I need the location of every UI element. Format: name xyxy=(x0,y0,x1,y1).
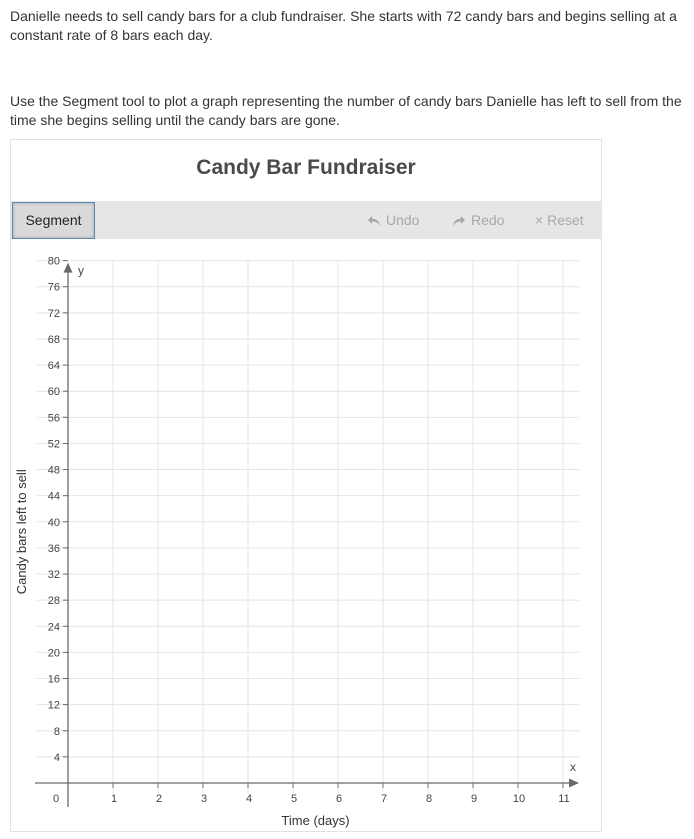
y-tick-label: 16 xyxy=(47,673,60,686)
x-axis-arrow xyxy=(569,779,579,788)
origin-label: 0 xyxy=(52,793,60,805)
y-tick-label: 44 xyxy=(47,490,60,503)
y-tick-label: 56 xyxy=(47,412,60,425)
x-tick-label: 10 xyxy=(512,793,526,805)
y-tick-label: 76 xyxy=(47,281,60,294)
x-tick-label: 7 xyxy=(380,793,388,805)
y-tick-label: 80 xyxy=(47,255,60,268)
reset-label: Reset xyxy=(547,212,584,228)
graph-widget xyxy=(10,139,602,832)
x-tick-label: 2 xyxy=(155,793,163,805)
redo-label: Redo xyxy=(471,212,505,228)
plot-top-margin xyxy=(11,240,601,262)
coordinate-plane[interactable] xyxy=(11,140,601,831)
x-tick-label: 5 xyxy=(290,793,298,805)
segment-tool-button[interactable]: Segment xyxy=(12,202,95,239)
x-tick-label: 1 xyxy=(110,793,118,805)
y-axis-name: y xyxy=(78,263,84,278)
y-tick-label: 4 xyxy=(53,751,60,764)
x-tick-label: 9 xyxy=(470,793,478,805)
undo-label: Undo xyxy=(386,212,420,228)
y-tick-label: 28 xyxy=(47,595,60,608)
y-axis-title: Candy bars left to sell xyxy=(14,469,29,595)
y-tick-label: 60 xyxy=(47,386,60,399)
y-tick-label: 64 xyxy=(47,360,60,373)
y-tick-label: 32 xyxy=(47,569,60,582)
y-tick-label: 68 xyxy=(47,333,60,346)
x-tick-label: 6 xyxy=(335,793,343,805)
x-tick-label: 4 xyxy=(245,793,253,805)
x-axis-name: x xyxy=(570,760,576,774)
y-tick-label: 12 xyxy=(47,699,60,712)
y-tick-label: 36 xyxy=(47,542,60,555)
y-tick-label: 24 xyxy=(47,621,60,634)
y-tick-label: 48 xyxy=(47,464,60,477)
x-tick-label: 3 xyxy=(200,793,208,805)
y-tick-label: 20 xyxy=(47,647,60,660)
instructions: Use the Segment tool to plot a graph representing the number of candy bars Danielle has left to sell from the time she begins selling until the candy bars are gone. xyxy=(10,93,682,128)
graph-title: Candy Bar Fundraiser xyxy=(196,156,416,179)
y-axis-arrow xyxy=(64,263,73,273)
y-tick-label: 52 xyxy=(47,438,60,451)
close-icon: × xyxy=(535,212,544,228)
y-tick-label: 72 xyxy=(47,307,60,320)
x-tick-label: 8 xyxy=(425,793,433,805)
y-tick-label: 8 xyxy=(53,725,60,738)
x-tick-label: 11 xyxy=(558,793,570,805)
y-tick-label: 40 xyxy=(47,516,60,529)
problem-statement: Danielle needs to sell candy bars for a club fundraiser. She starts with 72 candy bars and begins selling at a constant rate of 8 bars each day. xyxy=(10,8,677,43)
x-axis-title: Time (days) xyxy=(281,813,350,828)
